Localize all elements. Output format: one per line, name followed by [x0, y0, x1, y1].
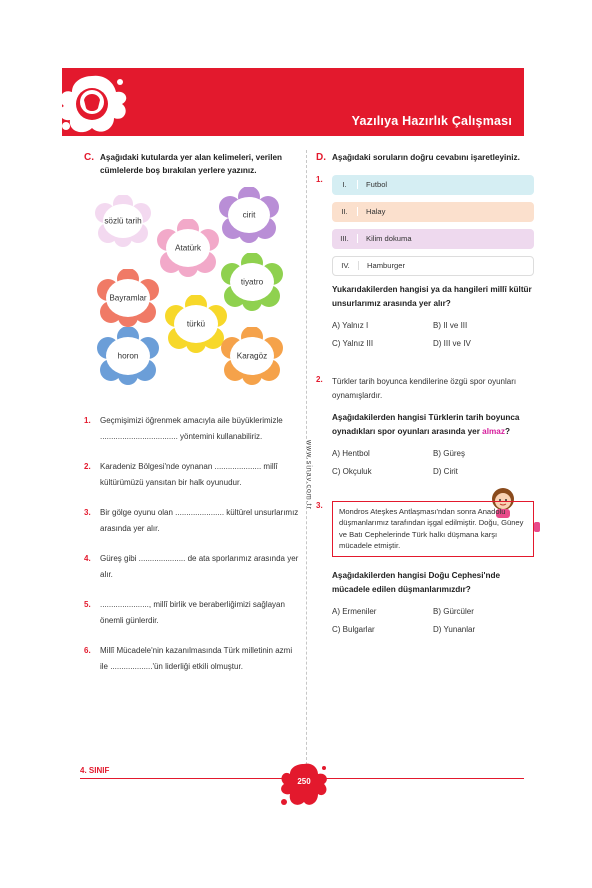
page-title: Yazılıya Hazırlık Çalışması — [351, 114, 512, 128]
question-number: 4. — [84, 554, 91, 563]
roman-item — [332, 202, 534, 222]
story-box — [332, 501, 534, 557]
fill-question — [84, 459, 302, 491]
flower-label: tiyatro — [240, 277, 264, 287]
flower-word-box — [96, 269, 160, 327]
emphasis-word: almaz — [482, 426, 505, 436]
answer-option[interactable]: A) Hentbol — [332, 448, 370, 458]
flower-label: cirit — [242, 210, 256, 220]
question-number: 2. — [84, 462, 91, 471]
question-mark: ? — [504, 426, 510, 436]
answer-option[interactable]: C) Yalnız III — [332, 338, 374, 348]
section-d-header — [316, 152, 534, 165]
roman-items-list — [316, 175, 534, 276]
question-text: Bir gölge oyunu olan ...................... kültürel unsurlarımız arasında yer alır. — [100, 508, 299, 533]
answer-option[interactable]: A) Yalnız I — [332, 320, 369, 330]
fill-question — [84, 413, 302, 445]
header-band — [62, 68, 524, 136]
roman-item — [332, 256, 534, 276]
page-number: 250 — [297, 777, 311, 786]
section-instruction: Aşağıdaki kutularda yer alan kelimeleri, verilen cümlelerde boş bırakılan yerlere yazınız. — [100, 153, 283, 175]
flower-label: Bayramlar — [109, 293, 147, 303]
flower-word-box — [94, 195, 152, 247]
flower-word-box — [218, 187, 280, 243]
question-1 — [316, 175, 534, 353]
roman-numeral: II. — [332, 207, 358, 216]
fill-question — [84, 643, 302, 675]
flower-label: Karagöz — [236, 351, 268, 361]
section-d — [316, 152, 534, 639]
side-website-text: www.sinav.com.tr — [305, 440, 312, 510]
question-2 — [316, 375, 534, 481]
question-number: 5. — [84, 600, 91, 609]
roman-item — [332, 229, 534, 249]
section-c-header — [84, 152, 302, 177]
answer-choices — [332, 445, 534, 481]
flower-word-box — [220, 253, 284, 311]
answer-option[interactable]: A) Ermeniler — [332, 606, 377, 616]
question-text: Güreş gibi ..................... de ata sporlarımız arasında yer alır. — [100, 554, 299, 579]
roman-numeral: III. — [332, 234, 358, 243]
question-text: Karadeniz Bölgesi'nde oynanan ..................... millî kültürümüzü yansıtan bir halk oyunudur. — [100, 462, 278, 487]
grade-label: 4. SINIF — [80, 766, 110, 775]
question-prompt: Aşağıdakilerden hangisi Doğu Cephesi'nde mücadele edilen düşmanlarımızdır? — [332, 570, 501, 594]
flower-word-box — [220, 327, 284, 385]
answer-option[interactable]: B) Gürcüler — [433, 606, 474, 616]
section-letter: C. — [84, 152, 94, 163]
word-flowers — [84, 187, 294, 387]
answer-choices — [332, 603, 534, 639]
answer-option[interactable]: B) II ve III — [433, 320, 468, 330]
answer-choices — [332, 317, 534, 353]
roman-item — [332, 175, 534, 195]
question-number: 6. — [84, 646, 91, 655]
answer-option[interactable]: D) Yunanlar — [433, 624, 476, 634]
roman-item-text: Kilim dokuma — [366, 234, 412, 243]
flower-label: Atatürk — [175, 243, 201, 253]
question-intro: Türkler tarih boyunca kendilerine özgü spor oyunları oynamışlardır. — [332, 376, 517, 400]
question-number: 2. — [316, 374, 323, 384]
roman-numeral: I. — [332, 180, 358, 189]
section-c — [84, 152, 302, 675]
flower-word-box — [156, 219, 220, 277]
answer-option[interactable]: D) III ve IV — [433, 338, 471, 348]
question-text: Geçmişimizi öğrenmek amacıyla aile büyüklerimizle ................................... yöntemini kullanabiliriz. — [100, 416, 283, 441]
section-instruction: Aşağıdaki soruların doğru cevabını işaretleyiniz. — [332, 153, 520, 162]
question-prompt-text: Aşağıdakilerden hangisi Türklerin tarih boyunca oynadıkları spor oyunları arasında yer — [332, 412, 520, 436]
answer-option[interactable]: D) Cirit — [433, 466, 458, 476]
question-number: 3. — [84, 508, 91, 517]
roman-item-text: Halay — [366, 207, 386, 216]
question-prompt: Yukarıdakilerden hangisi ya da hangileri millî kültür unsurlarımız arasında yer alır? — [332, 284, 532, 308]
flower-word-box — [164, 295, 228, 353]
question-number: 1. — [84, 416, 91, 425]
flower-label: türkü — [186, 319, 206, 329]
phone-icon — [534, 522, 540, 532]
question-number: 3. — [316, 500, 323, 510]
story-text: Mondros Ateşkes Antlaşması'ndan sonra Anadolu düşmanlarımız tarafından işgal edilmiştir. Doğu, Güney ve Batı Cephelerinde Türk halkı düşmana karşı mücadele etmiştir. — [339, 506, 524, 550]
ataturk-splash-logo-icon — [54, 72, 130, 138]
roman-item-text: Hamburger — [367, 261, 405, 270]
question-text: Millî Mücadele'nin kazanılmasında Türk milletinin azmi ile ...................'ün liderliği etkili olmuştur. — [100, 646, 293, 671]
fill-question — [84, 551, 302, 583]
section-letter: D. — [316, 152, 326, 163]
page-number-badge — [278, 760, 330, 810]
answer-option[interactable]: B) Güreş — [433, 448, 466, 458]
flower-label: sözlü tarih — [104, 216, 142, 226]
roman-numeral: IV. — [333, 261, 359, 270]
flower-label: horon — [117, 351, 139, 361]
question-3 — [316, 501, 534, 639]
flower-word-box — [96, 327, 160, 385]
roman-item-text: Futbol — [366, 180, 388, 189]
fill-question — [84, 505, 302, 537]
fill-question — [84, 597, 302, 629]
question-text: ......................, millî birlik ve beraberliğimizi sağlayan önemli günlerdir. — [100, 600, 285, 625]
question-prompt — [332, 411, 534, 439]
answer-option[interactable]: C) Okçuluk — [332, 466, 372, 476]
answer-option[interactable]: C) Bulgarlar — [332, 624, 375, 634]
question-number: 1. — [316, 174, 323, 184]
